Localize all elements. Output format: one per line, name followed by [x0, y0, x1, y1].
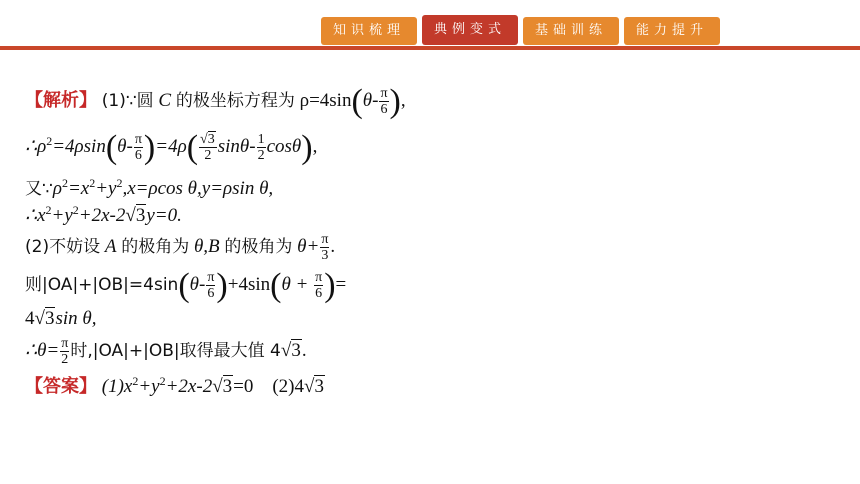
paren-right: ) [324, 267, 336, 304]
sqrt: √3 [212, 376, 233, 397]
fraction-denominator: 6 [315, 286, 323, 302]
fraction-denominator: 3 [321, 248, 329, 264]
answer-line [25, 372, 325, 398]
fraction-numerator: π [134, 132, 142, 147]
text-segment: sin θ, [55, 308, 97, 329]
section-tabs [321, 17, 720, 45]
paren-right: ) [143, 128, 156, 166]
tab-basic-training[interactable]: 基础训练 [523, 17, 619, 45]
fraction [320, 232, 329, 263]
text-segment: 又∵ [25, 179, 53, 199]
text-segment: θ- [117, 135, 133, 157]
text-segment: =x [67, 178, 90, 199]
fraction [134, 132, 143, 163]
solution-line-6 [25, 267, 347, 304]
fraction-denominator: 6 [207, 286, 215, 302]
text-segment: +2x-2 [165, 376, 213, 397]
text-segment: =4ρsin [52, 135, 106, 157]
exponent: 2 [116, 176, 123, 190]
fraction [60, 336, 69, 367]
sqrt: √3 [304, 376, 324, 397]
solution-line-2 [25, 128, 318, 166]
text-segment: 的极坐标方程为 [175, 91, 295, 111]
text-segment: sinθ- [217, 135, 256, 157]
tab-knowledge-review[interactable]: 知识梳理 [321, 17, 417, 45]
header-divider [0, 46, 860, 50]
fraction-numerator: π [315, 270, 323, 286]
radicand: 3 [291, 340, 301, 361]
exponent: 2 [132, 374, 139, 388]
exponent: 2 [46, 133, 53, 148]
solution-line-4 [25, 204, 182, 227]
text-segment: ∴ρ [25, 135, 47, 157]
text-segment: 的极角为 [224, 237, 293, 257]
solution-line-8 [25, 336, 307, 367]
solution-line-3 [25, 174, 273, 200]
paren-right: ) [216, 267, 228, 304]
fraction-denominator: 6 [134, 148, 142, 163]
radicand: 3 [207, 132, 215, 147]
exponent: 2 [72, 203, 79, 217]
exponent: 2 [89, 176, 96, 190]
text-segment: =4ρ [155, 135, 187, 157]
top-navigation [0, 0, 860, 56]
text-segment: θ+ [297, 236, 320, 257]
text-segment: θ + [281, 274, 314, 295]
analysis-tag: 【解析】 [25, 90, 97, 111]
solution-line-7 [25, 308, 96, 330]
paren-right: ) [301, 128, 313, 166]
fraction-numerator [199, 132, 217, 148]
fraction [257, 132, 266, 163]
text-segment: ∴θ= [25, 340, 60, 361]
paren-left: ( [270, 267, 282, 304]
fraction-denominator: 2 [257, 148, 265, 163]
sqrt: √3 [280, 340, 301, 361]
text-segment: . [330, 236, 336, 257]
fraction-numerator: π [61, 336, 69, 352]
sqrt: √3 [200, 132, 215, 147]
fraction-numerator: π [321, 232, 329, 248]
text-segment: cosθ [266, 135, 302, 157]
text-segment: ρ=4sin [299, 90, 352, 111]
text-segment: 时,|OA|+|OB|取得最大值 4 [70, 341, 281, 361]
text-segment: y=0. [146, 205, 182, 226]
text-segment: 的极角为 [121, 237, 190, 257]
exponent: 2 [45, 203, 52, 217]
text-segment: , [312, 135, 318, 157]
radicand: 3 [314, 376, 324, 397]
text-segment: +y [95, 178, 117, 199]
text-segment: 4 [25, 308, 35, 329]
radicand: 3 [222, 376, 233, 397]
text-segment: (1)∵圆 [101, 91, 154, 111]
fraction [314, 270, 323, 301]
fraction-denominator: 2 [204, 148, 212, 163]
text-segment: +y [51, 205, 73, 226]
paren-left: ( [186, 128, 199, 166]
text-segment: . [301, 340, 307, 361]
sqrt: √3 [34, 308, 55, 329]
radicand: 3 [44, 308, 55, 329]
paren-right: ) [389, 83, 401, 120]
text-segment: θ- [189, 274, 206, 295]
fraction-numerator: 1 [257, 132, 265, 147]
text-segment: = [335, 274, 347, 295]
text-segment: +y [138, 376, 160, 397]
fraction [379, 86, 388, 117]
text-segment: =0 (2)4 [233, 376, 305, 397]
text-segment: ,x=ρcos θ,y=ρsin θ, [122, 178, 274, 199]
paren-left: ( [178, 267, 190, 304]
text-segment: ∴x [25, 205, 46, 226]
text-segment: θ- [362, 90, 379, 111]
text-segment: C [158, 90, 172, 111]
text-segment: +2x-2 [78, 205, 126, 226]
fraction [199, 132, 217, 163]
fraction [206, 270, 215, 301]
text-segment: θ,B [193, 236, 220, 257]
solution-line-1 [25, 83, 406, 120]
text-segment: 则|OA|+|OB|=4sin [25, 275, 179, 295]
answer-tag: 【答案】 [25, 376, 97, 397]
fraction-denominator: 6 [380, 102, 388, 118]
text-segment: +4sin [227, 274, 271, 295]
text-segment: ρ [52, 178, 62, 199]
radicand: 3 [135, 205, 146, 226]
fraction-numerator: π [380, 86, 388, 102]
exponent: 2 [61, 176, 68, 190]
paren-left: ( [351, 83, 363, 120]
tab-typical-examples[interactable]: 典例变式 [422, 15, 518, 45]
text-segment: (2)不妨设 [25, 237, 101, 257]
text-segment: A [104, 236, 117, 257]
fraction-numerator: π [207, 270, 215, 286]
paren-left: ( [105, 128, 118, 166]
exponent: 2 [159, 374, 166, 388]
sqrt: √3 [125, 205, 146, 226]
solution-line-5 [25, 232, 335, 263]
text-segment: , [400, 90, 406, 111]
text-segment: (1)x [101, 376, 133, 397]
fraction-denominator: 2 [61, 352, 69, 368]
tab-ability-improvement[interactable]: 能力提升 [624, 17, 720, 45]
